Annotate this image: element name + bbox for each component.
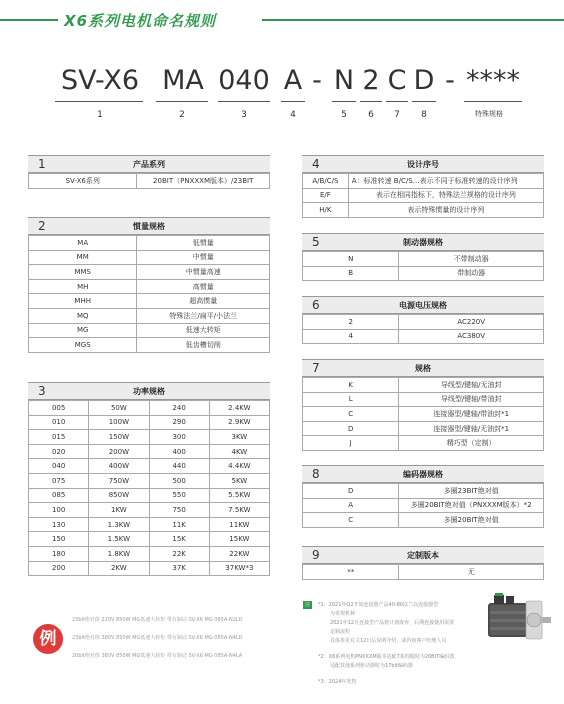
code-dash: - <box>445 65 455 96</box>
code-part-brake: N <box>333 65 355 96</box>
table-row <box>303 378 544 393</box>
table-cell: 50W <box>89 401 149 416</box>
table-cell: 表示在相同指标下，特殊法兰规格的设计序列 <box>348 188 543 203</box>
servo-motor-icon <box>482 593 552 645</box>
table-cell: MGS <box>29 338 137 353</box>
section-title: 产品系列 <box>133 160 165 169</box>
table-cell: 5.5KW <box>209 488 269 503</box>
section-title: 功率规格 <box>133 387 165 396</box>
code-dash: - <box>312 65 322 96</box>
footnote-line: 适配其他系列驱动器时为17bit编码器 <box>330 663 413 669</box>
section-title: 规格 <box>415 364 431 373</box>
table-cell: 1.5KW <box>89 532 149 547</box>
table-row <box>29 459 270 474</box>
inertia-spec-table <box>28 217 270 353</box>
table-cell: 低速大转矩 <box>137 323 270 338</box>
table-cell: 导线型/键轴/无油封 <box>399 378 544 393</box>
table-cell: 290 <box>149 415 209 430</box>
code-part-design: A <box>283 65 303 96</box>
table-row <box>303 392 544 407</box>
table-cell: 500 <box>149 473 209 488</box>
code-underline <box>360 101 382 102</box>
code-underline <box>281 101 305 102</box>
table-cell: 多圈20BIT绝对值（PNXXXM版本）*2 <box>399 498 544 513</box>
table-row <box>29 473 270 488</box>
table-row <box>303 484 544 499</box>
section-number: 5 <box>312 235 320 249</box>
custom-version-table <box>302 546 544 580</box>
footnote-line: 具体参见有关12日后说明介绍，或咨询客户经理人员 <box>330 638 447 644</box>
code-index: 5 <box>341 110 347 120</box>
table-cell: 075 <box>29 473 89 488</box>
code-underline <box>412 101 436 102</box>
table-cell: 超高惯量 <box>137 294 270 309</box>
table-cell: A <box>303 498 399 513</box>
table-cell: 2 <box>303 315 399 330</box>
table-row <box>29 250 270 265</box>
table-cell: 010 <box>29 415 89 430</box>
code-part-inertia: MA <box>162 65 204 96</box>
table-cell: 2KW <box>89 561 149 576</box>
table-cell: 15KW <box>209 532 269 547</box>
table-cell: 200 <box>29 561 89 576</box>
table-cell: 5KW <box>209 473 269 488</box>
table-cell: 4KW <box>209 444 269 459</box>
spec-table <box>302 359 544 451</box>
section-header <box>302 155 544 173</box>
table-cell: 2.9KW <box>209 415 269 430</box>
table-cell: 多圈20BIT绝对值 <box>399 513 544 528</box>
code-index: 3 <box>241 110 247 120</box>
table-cell: 440 <box>149 459 209 474</box>
table-cell: B <box>303 266 399 281</box>
brake-spec-table <box>302 233 544 281</box>
table-row <box>29 444 270 459</box>
voltage-spec-table <box>302 296 544 344</box>
code-index: 1 <box>97 110 103 120</box>
section-header <box>302 546 544 564</box>
table <box>302 314 544 344</box>
table-row <box>303 498 544 513</box>
table <box>302 173 544 218</box>
table-row <box>29 236 270 251</box>
table-cell: AC220V <box>399 315 544 330</box>
table-cell: 4.4KW <box>209 459 269 474</box>
table-cell: MMS <box>29 265 137 280</box>
section-number: 4 <box>312 157 320 171</box>
code-underline <box>464 101 522 102</box>
table-row <box>29 279 270 294</box>
table-cell: 中惯量 <box>137 250 270 265</box>
table-row <box>303 407 544 422</box>
table-cell: 多圈23BIT绝对值 <box>399 484 544 499</box>
table-row <box>303 513 544 528</box>
code-index: 8 <box>421 110 427 120</box>
section-number: 6 <box>312 298 320 312</box>
table-cell: 005 <box>29 401 89 416</box>
table-cell: 150 <box>29 532 89 547</box>
product-series-table <box>28 155 270 189</box>
table-cell: 130 <box>29 517 89 532</box>
section-header <box>302 359 544 377</box>
section-number: 9 <box>312 548 320 562</box>
table-cell: A/B/C/S <box>303 174 349 189</box>
example-line: 23bit绝对值 380V 850W MG低速大转矩 带有制动 SV-X6 MG 085A-N4LD <box>72 635 243 641</box>
section-title: 电源电压规格 <box>399 301 447 310</box>
table <box>28 400 270 576</box>
table-row <box>29 308 270 323</box>
table-cell: 750W <box>89 473 149 488</box>
table-cell: N <box>303 252 399 267</box>
table-cell: 不带制动器 <box>399 252 544 267</box>
table-row <box>29 174 270 189</box>
header-line-left <box>0 19 58 21</box>
section-number: 8 <box>312 467 320 481</box>
table-row <box>303 565 544 580</box>
table-cell: 高惯量 <box>137 279 270 294</box>
section-title: 制动器规格 <box>403 238 443 247</box>
table-row <box>29 265 270 280</box>
footnote-line: *2：X6系列电机PNXXXM版本适配7系伺服时为20BIT编码器， <box>318 654 460 660</box>
section-title: 惯量规格 <box>133 222 165 231</box>
table-cell: 37K <box>149 561 209 576</box>
table-cell: MA <box>29 236 137 251</box>
table-cell: 200W <box>89 444 149 459</box>
table-row <box>303 188 544 203</box>
table-row <box>29 323 270 338</box>
code-part-power: 040 <box>218 65 270 96</box>
table-row <box>29 294 270 309</box>
section-header <box>302 465 544 483</box>
table-cell: 15K <box>149 532 209 547</box>
table-cell: ** <box>303 565 399 580</box>
table-row <box>29 430 270 445</box>
table-cell: 085 <box>29 488 89 503</box>
section-title: 定制版本 <box>407 551 439 560</box>
code-underline <box>218 101 270 102</box>
table-cell: 150W <box>89 430 149 445</box>
table-row <box>303 203 544 218</box>
table <box>28 173 270 189</box>
table-cell: 22KW <box>209 546 269 561</box>
table-row <box>29 401 270 416</box>
table-row <box>29 488 270 503</box>
table-cell: J <box>303 436 399 451</box>
section-title: 设计序号 <box>407 160 439 169</box>
table-cell: 37KW*3 <box>209 561 269 576</box>
table-cell: 20BIT（PNXXXM版本）/23BIT <box>137 174 270 189</box>
table-row <box>303 329 544 344</box>
code-index: 7 <box>394 110 400 120</box>
table-cell: H/K <box>303 203 349 218</box>
table-cell: 1KW <box>89 503 149 518</box>
section-number: 7 <box>312 361 320 375</box>
table-cell: 100 <box>29 503 89 518</box>
section-header <box>28 217 270 235</box>
section-title: 编码器规格 <box>403 470 443 479</box>
code-underline <box>156 101 208 102</box>
code-index: 4 <box>290 110 296 120</box>
table-cell: A：标准转速 B/C/S…表示不同于标准转速的设计序列 <box>348 174 543 189</box>
table-row <box>303 252 544 267</box>
table-cell: 导线型/键轴/带油封 <box>399 392 544 407</box>
table-cell: 750 <box>149 503 209 518</box>
table-cell: 1.8KW <box>89 546 149 561</box>
code-part-spec: C <box>387 65 407 96</box>
table-cell: 特殊法兰/扁平/小法兰 <box>137 308 270 323</box>
table-cell: 低惯量 <box>137 236 270 251</box>
code-underline <box>55 101 143 102</box>
table-cell: 550 <box>149 488 209 503</box>
table-cell: MG <box>29 323 137 338</box>
table-cell: 1.3KW <box>89 517 149 532</box>
notes-badge: 注 <box>304 602 310 608</box>
table-cell: 11KW <box>209 517 269 532</box>
table-cell: L <box>303 392 399 407</box>
table-cell: C <box>303 407 399 422</box>
section-header <box>302 233 544 251</box>
table-cell: MH <box>29 279 137 294</box>
table-cell: 精巧型（定制） <box>399 436 544 451</box>
table-cell: 100W <box>89 415 149 430</box>
table-cell: 850W <box>89 488 149 503</box>
table-row <box>29 546 270 561</box>
table-cell: 400W <box>89 459 149 474</box>
table <box>302 377 544 451</box>
section-number: 1 <box>38 157 46 171</box>
table-cell: 300 <box>149 430 209 445</box>
table-cell: MQ <box>29 308 137 323</box>
code-underline <box>332 101 356 102</box>
table-row <box>29 503 270 518</box>
table-row <box>303 421 544 436</box>
header-line-right <box>262 19 564 21</box>
table-cell: 11K <box>149 517 209 532</box>
table-cell: 015 <box>29 430 89 445</box>
table-row <box>29 415 270 430</box>
table-cell: SV-X6系列 <box>29 174 137 189</box>
table-cell: 7.5KW <box>209 503 269 518</box>
table-row <box>303 174 544 189</box>
table-cell: E/F <box>303 188 349 203</box>
table-row <box>303 436 544 451</box>
table <box>302 564 544 580</box>
table-row <box>303 315 544 330</box>
example-line: 20bit绝对值 380V 850W MG低速大转矩 带有制动 SV-X6 MG 085A-N4LA <box>72 653 243 659</box>
code-part-encoder: D <box>413 65 435 96</box>
table-cell: D <box>303 484 399 499</box>
table-cell: 连接器型/键轴/带油封*1 <box>399 407 544 422</box>
design-serial-table <box>302 155 544 218</box>
table-cell: 040 <box>29 459 89 474</box>
code-part-voltage: 2 <box>362 65 380 96</box>
table-cell: 无 <box>399 565 544 580</box>
table-cell: MM <box>29 250 137 265</box>
section-number: 3 <box>38 384 46 398</box>
table-cell: 2.4KW <box>209 401 269 416</box>
table-cell: 表示特殊惯量的设计序列 <box>348 203 543 218</box>
code-index: 2 <box>179 110 185 120</box>
table-row <box>303 266 544 281</box>
table-cell: 180 <box>29 546 89 561</box>
footnote-line: *1：2021年Q2开始连接器产品40-80法兰以连接器型 <box>318 602 439 608</box>
code-underline <box>386 101 408 102</box>
table-cell: 22K <box>149 546 209 561</box>
code-part-custom: **** <box>466 65 520 96</box>
table-cell: 连接器型/键轴/无油封*1 <box>399 421 544 436</box>
section-header <box>28 382 270 400</box>
table <box>302 483 544 528</box>
footnote-line: *3：2024年发售 <box>318 679 357 685</box>
page-header <box>0 10 564 30</box>
table-cell: D <box>303 421 399 436</box>
table-cell: 中惯量高速 <box>137 265 270 280</box>
table-cell: AC380V <box>399 329 544 344</box>
table <box>302 251 544 281</box>
footnote-line: 定制流程 <box>330 629 351 635</box>
table-cell: C <box>303 513 399 528</box>
footnote-line: 为常规机种 <box>330 611 356 617</box>
section-number: 2 <box>38 219 46 233</box>
table-cell: 240 <box>149 401 209 416</box>
code-index: 6 <box>368 110 374 120</box>
table <box>28 235 270 353</box>
special-spec-note: 特殊规格 <box>475 110 503 118</box>
table-cell: 低齿槽切削 <box>137 338 270 353</box>
table-row <box>29 338 270 353</box>
footnote-line: 2021年12月连接型产品将计划废弃，后期连接使用需要 <box>330 620 455 626</box>
table-row <box>29 561 270 576</box>
table-row <box>29 532 270 547</box>
example-badge: 例 <box>33 624 63 654</box>
example-line: 23bit绝对值 220V 850W MG低速大转矩 带有制动 SV-X6 MG 085A-N2LD <box>72 617 243 623</box>
table-cell: K <box>303 378 399 393</box>
power-spec-table <box>28 382 270 576</box>
table-cell: 带制动器 <box>399 266 544 281</box>
table-cell: 3KW <box>209 430 269 445</box>
section-header <box>302 296 544 314</box>
table-cell: 4 <box>303 329 399 344</box>
page-title: X6系列电机命名规则 <box>64 12 217 30</box>
table-cell: 020 <box>29 444 89 459</box>
table-row <box>29 517 270 532</box>
table-cell: 400 <box>149 444 209 459</box>
encoder-spec-table <box>302 465 544 528</box>
servo-motor-image <box>482 593 552 645</box>
code-part-series: SV-X6 <box>60 65 140 96</box>
section-header <box>28 155 270 173</box>
table-cell: MHH <box>29 294 137 309</box>
